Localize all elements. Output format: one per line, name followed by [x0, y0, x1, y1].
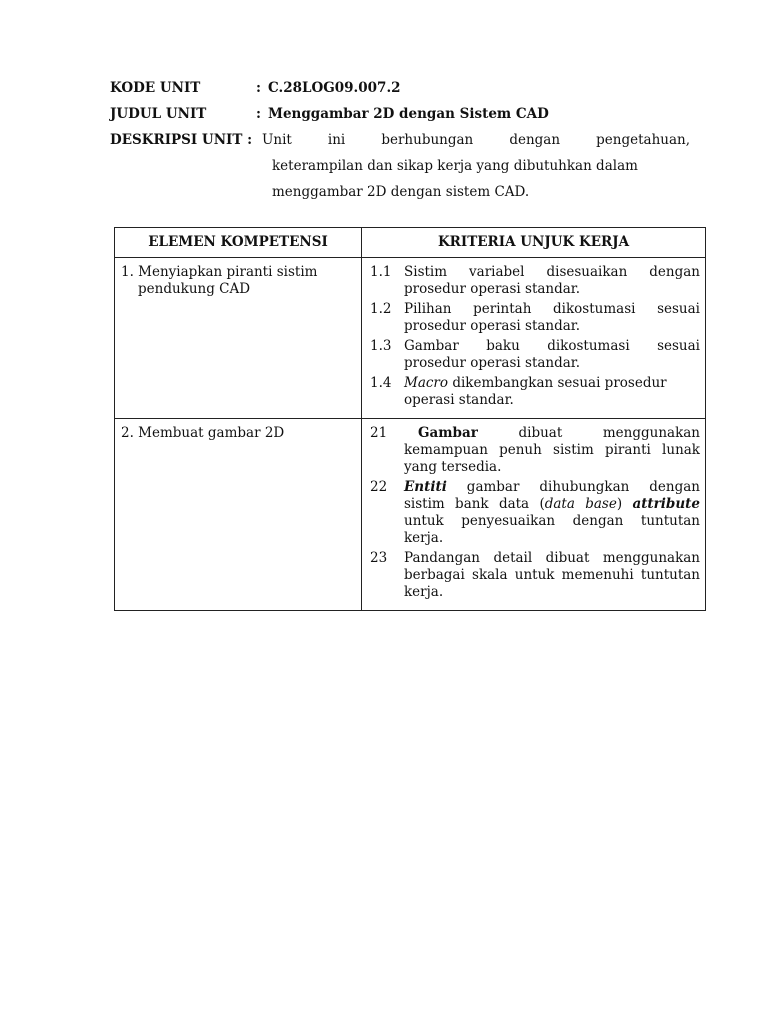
element-cell	[115, 258, 362, 419]
kuk-first-line	[404, 425, 700, 442]
judul-unit-value: Menggambar 2D dengan Sistem CAD	[268, 106, 549, 122]
kuk-line: Pilihan perintah dikostumasi sesuai	[404, 301, 700, 317]
kuk-rest: untuk penyesuaikan dengan tuntutan kerja.	[404, 513, 700, 546]
judul-unit-label: JUDUL UNIT	[110, 106, 207, 122]
kuk-rest: prosedur operasi standar.	[404, 281, 581, 297]
kuk-number: 1.1	[370, 264, 392, 280]
kuk-number: 1.2	[370, 301, 392, 317]
kuk-bold-term: Gambar	[418, 425, 478, 441]
kuk-number: 22	[370, 479, 388, 495]
deskripsi-line-2: keterampilan dan sikap kerja yang dibutuhkan dalam	[272, 158, 638, 174]
kuk-rest: prosedur operasi standar.	[404, 318, 581, 334]
kuk-line: dibuat menggunakan	[518, 425, 700, 441]
kode-unit-colon: :	[256, 80, 261, 96]
competency-table	[114, 227, 706, 611]
kuk-line: dikembangkan sesuai prosedur	[452, 375, 667, 391]
kuk-italic-term: data base	[544, 496, 617, 512]
kuk-italic-term: Macro	[404, 375, 449, 391]
kuk-second-line	[404, 496, 700, 513]
kuk-item	[367, 301, 700, 335]
kuk-rest: berbagai skala untuk memenuhi tuntutan kerja.	[404, 567, 700, 600]
table-header-row	[115, 228, 706, 258]
kuk-rest: kemampuan penuh sistim piranti lunak yang tersedia.	[404, 442, 700, 475]
kuk-mid: sistim bank data (	[404, 496, 545, 512]
kuk-cell	[362, 258, 706, 419]
kuk-mid: )	[616, 496, 623, 512]
col-header-elemen: ELEMEN KOMPETENSI	[115, 228, 362, 258]
element-text: 1. Menyiapkan piranti sistim pendukung CAD	[121, 264, 318, 297]
kuk-line: Pandangan detail dibuat menggunakan	[404, 550, 700, 566]
kuk-rest: operasi standar.	[404, 392, 514, 408]
kuk-item	[367, 338, 700, 372]
deskripsi-unit-label: DESKRIPSI UNIT :	[110, 132, 253, 148]
kuk-number: 1.4	[370, 375, 392, 391]
kuk-number: 21	[370, 425, 388, 441]
kuk-item	[367, 375, 700, 409]
deskripsi-line-1: Unit ini berhubungan dengan pengetahuan,	[262, 132, 690, 148]
kuk-item	[367, 479, 700, 547]
kuk-cell	[362, 419, 706, 611]
kuk-bold-italic-term: Entiti	[404, 479, 447, 495]
table-row	[115, 258, 706, 419]
kuk-item	[367, 550, 700, 601]
kuk-rest: prosedur operasi standar.	[404, 355, 581, 371]
kuk-line: Gambar baku dikostumasi sesuai	[404, 338, 700, 354]
table-row	[115, 419, 706, 611]
kuk-number: 23	[370, 550, 388, 566]
kuk-number: 1.3	[370, 338, 392, 354]
element-cell	[115, 419, 362, 611]
kuk-first-line	[404, 479, 700, 496]
kuk-item	[367, 425, 700, 476]
kode-unit-value: C.28LOG09.007.2	[268, 80, 401, 96]
kuk-line: Sistim variabel disesuaikan dengan	[404, 264, 700, 280]
kuk-line: gambar dihubungkan dengan	[466, 479, 700, 495]
deskripsi-line-3: menggambar 2D dengan sistem CAD.	[272, 184, 530, 200]
kuk-bold-italic-term: attribute	[632, 496, 700, 512]
col-header-kriteria: KRITERIA UNJUK KERJA	[362, 228, 706, 258]
judul-unit-colon: :	[256, 106, 261, 122]
element-text: 2. Membuat gambar 2D	[121, 425, 285, 441]
kode-unit-label: KODE UNIT	[110, 80, 201, 96]
kuk-item	[367, 264, 700, 298]
